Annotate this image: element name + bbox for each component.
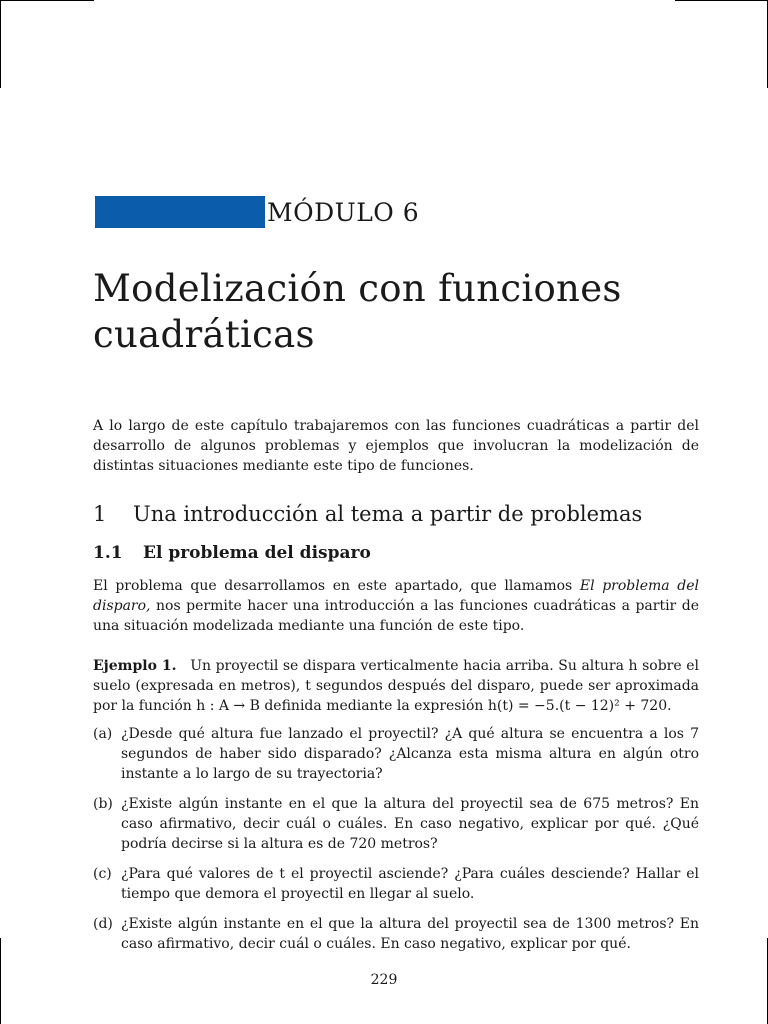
crop-mark-top-left-v xyxy=(0,0,1,88)
item-text: ¿Desde qué altura fue lanzado el proyectil? ¿A qué altura se encuentra a los 7 segundos de haber sido disparado? ¿Alcanza esta misma altura en algún otro instante a lo largo de su trayectoria? xyxy=(121,726,699,782)
list-item xyxy=(93,794,699,854)
subsection-title: El problema del disparo xyxy=(143,543,371,563)
item-text: ¿Existe algún instante en el que la altura del proyectil sea de 1300 metros? En caso afirmativo, decir cuál o cuáles. En caso negativo, explicar por qué. xyxy=(121,916,699,952)
crop-mark-top-right-h xyxy=(675,0,768,1)
subsection-number: 1.1 xyxy=(93,543,123,563)
item-label: (a) xyxy=(93,726,113,742)
item-label: (c) xyxy=(93,866,112,882)
subsection-heading xyxy=(93,543,371,563)
chapter-title: Modelización con funciones cuadráticas xyxy=(93,267,622,356)
section-heading xyxy=(93,502,642,526)
example-text: Un proyectil se dispara verticalmente hacia arriba. Su altura h sobre el suelo (expresada en metros), t segundos después del disparo, puede ser aproximada por la función h : A → B definida mediante la expresión h(t) = −5.(t − 12)² + 720. xyxy=(93,658,699,714)
list-item xyxy=(93,864,699,904)
section-title: Una introducción al tema a partir de problemas xyxy=(133,502,643,526)
item-text: ¿Existe algún instante en el que la altura del proyectil sea de 675 metros? En caso afirmativo, decir cuál o cuáles. En caso negativo, explicar por qué. ¿Qué podría decirse si la altura es de 720 metros? xyxy=(121,796,699,852)
module-color-bar xyxy=(95,196,265,228)
subsection-paragraph xyxy=(93,576,699,636)
intro-paragraph: A lo largo de este capítulo trabajaremos con las funciones cuadráticas a partir del desarrollo de algunos problemas y ejemplos que involucran la modelización de distintas situaciones mediante este tipo de funciones. xyxy=(93,418,699,474)
example-label: Ejemplo 1. xyxy=(93,658,177,674)
item-text: ¿Para qué valores de t el proyectil asciende? ¿Para cuáles desciende? Hallar el tiempo que demora el proyectil en llegar al suelo. xyxy=(121,866,699,902)
subsection-text-before: El problema que desarrollamos en este apartado, que llamamos xyxy=(93,578,580,594)
subsection-text-after: nos permite hacer una introducción a las funciones cuadráticas a partir de una situación modelizada mediante una función de este tipo. xyxy=(93,598,699,634)
item-label: (d) xyxy=(93,916,113,932)
subsection-text-italic: El problema del disparo, xyxy=(93,578,699,614)
item-label: (b) xyxy=(93,796,113,812)
module-label: MÓDULO 6 xyxy=(267,197,420,227)
section-number: 1 xyxy=(93,502,107,526)
question-list xyxy=(93,724,699,964)
list-item xyxy=(93,724,699,784)
module-header xyxy=(95,196,419,228)
list-item xyxy=(93,914,699,954)
example-paragraph xyxy=(93,656,699,716)
crop-mark-top-left-h xyxy=(0,0,94,1)
page-number: 229 xyxy=(370,972,398,988)
